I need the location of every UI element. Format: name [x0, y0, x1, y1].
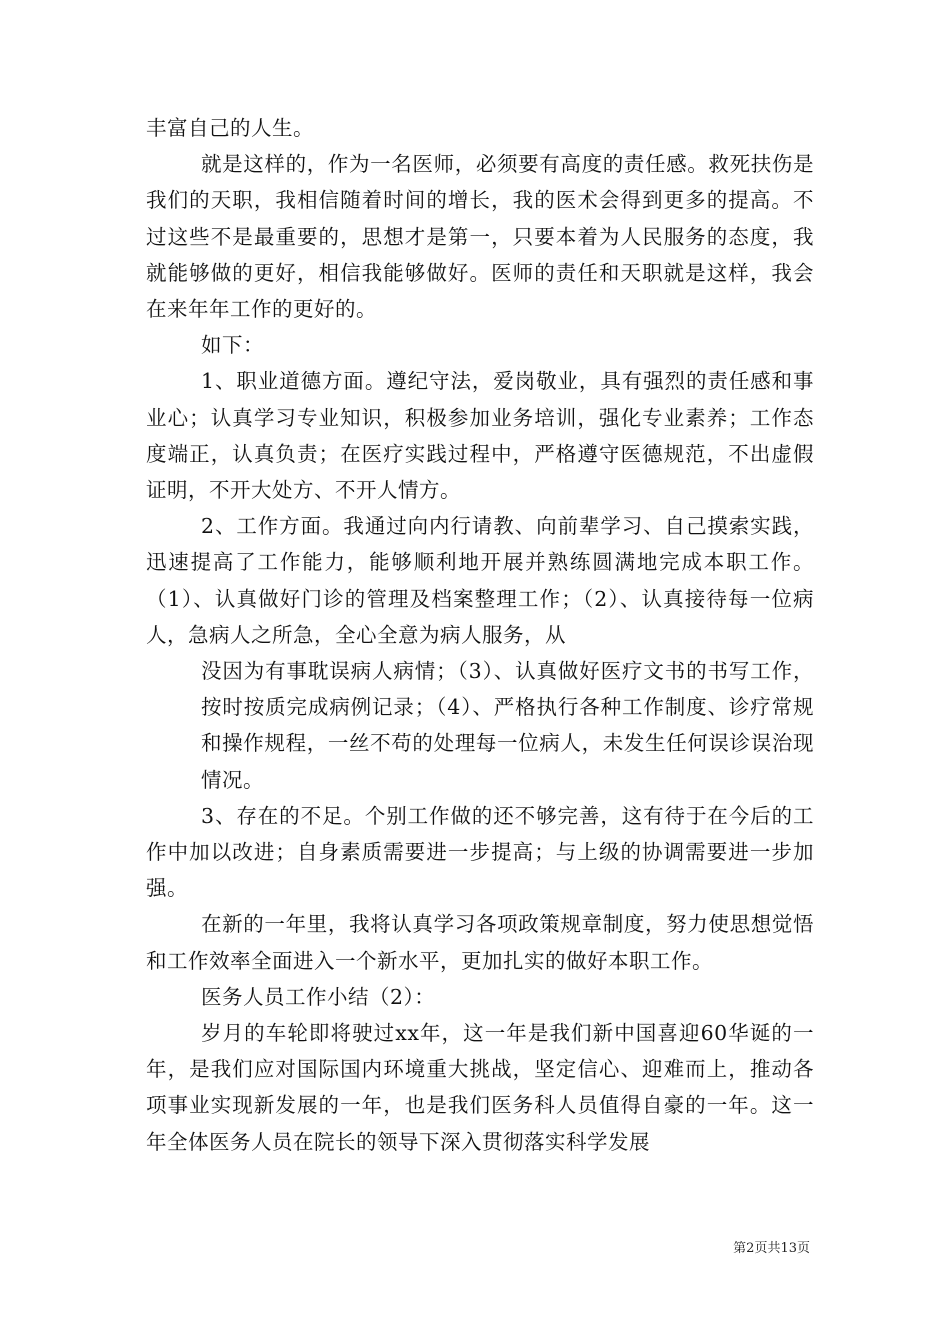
paragraph-10: 岁月的车轮即将驶过xx年，这一年是我们新中国喜迎60华诞的一年，是我们应对国际国内环境重大挑战，坚定信心、迎难而上，推动各项事业实现新发展的一年，也是我们医务科人员值得自豪的一年。这一年全体医务人员在院长的领导下深入贯彻落实科学发展 — [146, 1021, 814, 1154]
document-body — [146, 110, 814, 1160]
paragraph-2: 就是这样的，作为一名医师，必须要有高度的责任感。救死扶伤是我们的天职，我相信随着时间的增长，我的医术会得到更多的提高。不过这些不是最重要的，思想才是第一，只要本着为人民服务的态度，我就能够做的更好，相信我能够做好。医师的责任和天职就是这样，我会在来年年工作的更好的。 — [146, 152, 814, 322]
paragraph-1: 丰富自己的人生。 — [146, 116, 314, 140]
paragraph-5: 2、工作方面。我通过向内行请教、向前辈学习、自己摸索实践，迅速提高了工作能力，能够顺利地开展并熟练圆满地完成本职工作。（1）、认真做好门诊的管理及档案整理工作；（2）、认真接待每一位病人，急病人之所急，全心全意为病人服务，从 — [146, 514, 814, 647]
paragraph-4: 1、职业道德方面。遵纪守法，爱岗敬业，具有强烈的责任感和事业心；认真学习专业知识，积极参加业务培训，强化专业素养；工作态度端正，认真负责；在医疗实践过程中，严格遵守医德规范，不出虚假证明，不开大处方、不开人情方。 — [146, 369, 814, 503]
paragraph-8: 在新的一年里，我将认真学习各项政策规章制度，努力使思想觉悟和工作效率全面进入一个新水平，更加扎实的做好本职工作。 — [146, 912, 814, 973]
page-number-footer: 第2页共13页 — [733, 1241, 810, 1256]
paragraph-6: 没因为有事耽误病人病情；（3）、认真做好医疗文书的书写工作，按时按质完成病例记录；（4）、严格执行各种工作制度、诊疗常规和操作规程，一丝不苟的处理每一位病人，未发生任何误诊误治现情况。 — [201, 659, 814, 792]
paragraph-3: 如下： — [201, 333, 264, 358]
paragraph-7: 3、存在的不足。个别工作做的还不够完善，这有待于在今后的工作中加以改进；自身素质需要进一步提高；与上级的协调需要进一步加强。 — [146, 803, 814, 901]
paragraph-9: 医务人员工作小结（2）： — [201, 984, 436, 1009]
